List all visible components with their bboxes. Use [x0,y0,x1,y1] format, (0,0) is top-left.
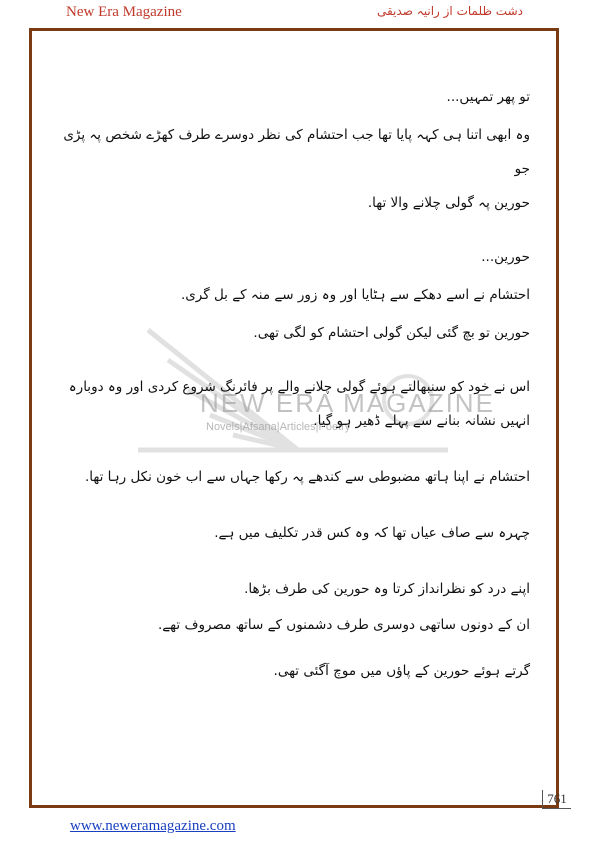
paragraph: حورین تو بچ گئی لیکن گولی احتشام کو لگی تھی. [253,325,530,341]
paragraph: احتشام نے اسے دھکے سے ہٹایا اور وہ زور سے منہ کے بل گری. [180,287,530,303]
footer-link[interactable]: www.neweramagazine.com [70,818,236,834]
paragraph: اپنے درد کو نظرانداز کرتا وہ حورین کی طرف بڑھا. [244,581,530,597]
paragraph: اس نے خود کو سنبھالتے ہوئے گولی چلانے والے پر فائرنگ شروع کردی اور وہ دوبارہ [68,379,530,395]
paragraph: تو پھر تمہیں... [446,89,530,105]
paragraph: انہیں نشانہ بنانے سے پہلے ڈھیر ہو گیا. [313,413,530,429]
paragraph: ان کے دونوں ساتھی دوسری طرف دشمنوں کے ساتھ مصروف تھے. [157,617,530,633]
paragraph: وہ ابھی اتنا ہی کہہ پایا تھا جب احتشام کی نظر دوسرے طرف کھڑے شخص پہ پڑی جو [63,127,530,177]
paragraph: احتشام نے اپنا ہاتھ مضبوطی سے کندھے پہ رکھا جہاں سے اب خون نکل رہا تھا. [84,469,530,485]
paragraph: حورین... [481,249,530,265]
watermark-subtitle: Novels|Afsana|Articles|Poetry [206,421,351,433]
page-number: 761 [542,790,571,809]
novel-title: دشت ظلمات از رانیہ صدیقی [376,4,523,18]
paragraph: چہرہ سے صاف عیاں تھا کہ وہ کس قدر تکلیف میں ہے. [214,525,530,541]
watermark-title: NEW ERA MAGAZINE [200,388,495,418]
paragraph: گرتے ہوئے حورین کے پاؤں میں موچ آگئی تھی. [273,663,530,679]
magazine-name: New Era Magazine [66,4,182,20]
story-text [58,80,530,688]
paragraph: حورین پہ گولی چلانے والا تھا. [367,195,530,211]
